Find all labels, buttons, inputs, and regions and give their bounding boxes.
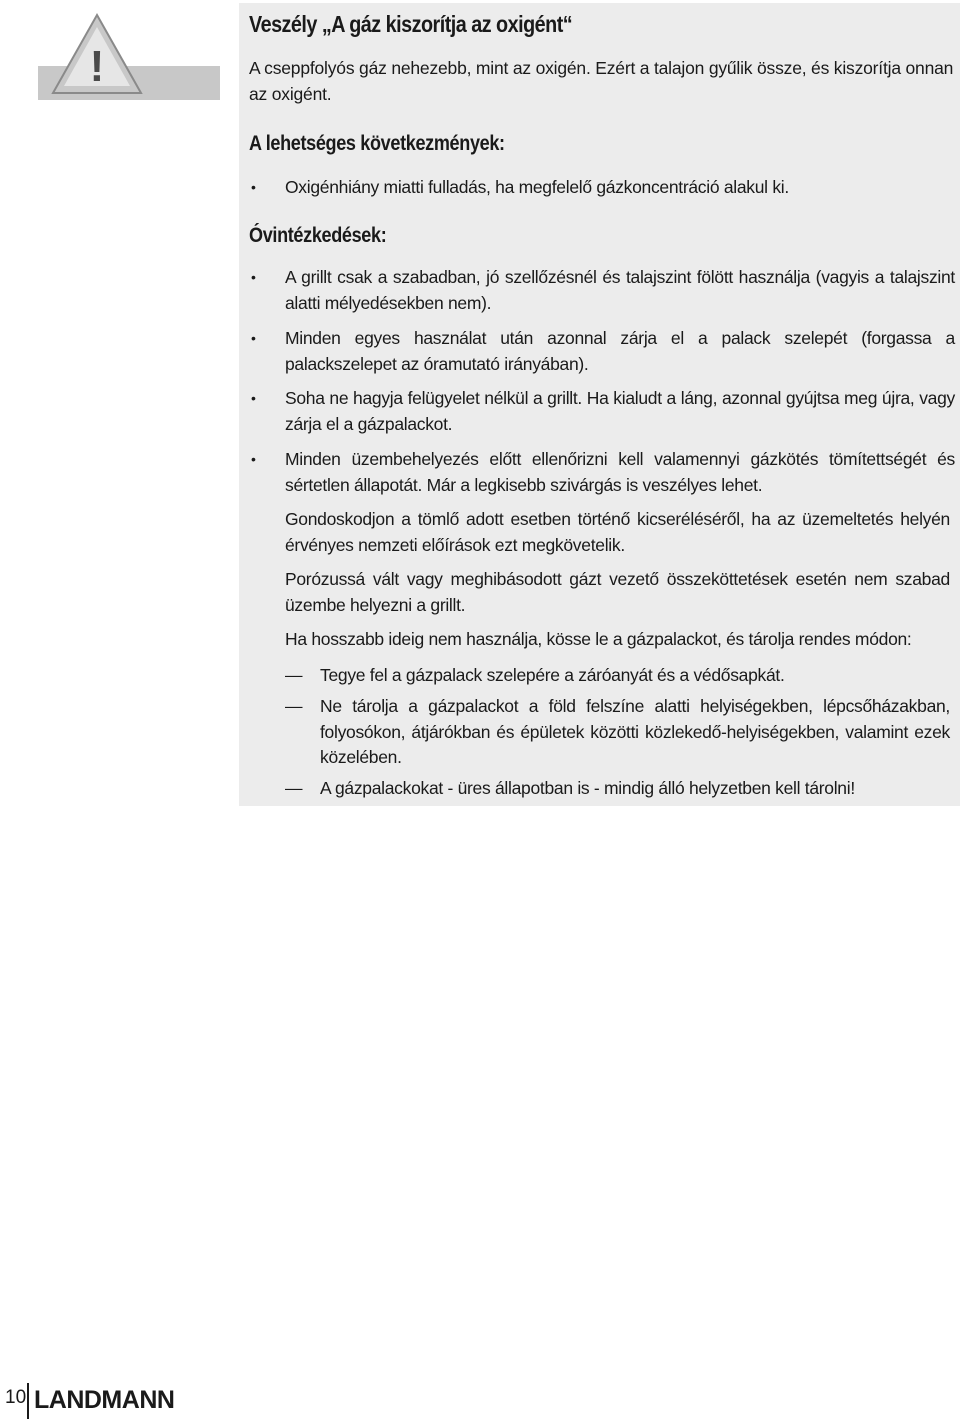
- storage-intro-paragraph: Ha hosszabb ideig nem használja, kösse le a gázpalackot, és tárolja rendes módon:: [285, 629, 912, 649]
- storage-item-text: Ne tárolja a gázpalackot a föld felszíne alatti helyiségekben, lépcsőházakban, folyosókon, átjárókban és épületek közötti közlekedő-helyiségekben, valamint ezek közelében.: [320, 696, 950, 767]
- storage-item-text: A gázpalackokat - üres állapotban is - mindig álló helyzetben kell tárolni!: [320, 778, 855, 798]
- bullet-marker: •: [251, 179, 256, 195]
- precaution-item: [249, 326, 955, 377]
- bullet-marker: •: [251, 269, 256, 285]
- dash-marker: —: [285, 696, 303, 716]
- warning-title: Veszély „A gáz kiszorítja az oxigént“: [249, 11, 573, 37]
- consequence-item: [249, 175, 955, 201]
- dash-marker: —: [285, 665, 303, 685]
- bullet-marker: •: [251, 390, 256, 406]
- warning-triangle-icon: [50, 12, 144, 96]
- consequences-heading: A lehetséges következmények:: [249, 132, 505, 155]
- precaution-item: [249, 265, 955, 316]
- precaution-item-text: Soha ne hagyja felügyelet nélkül a grillt. Ha kialudt a láng, azonnal gyújtsa meg újra, vagy zárja el a gázpalackot.: [285, 388, 955, 434]
- storage-item: [285, 694, 950, 771]
- page-number: 10: [5, 1387, 27, 1408]
- brand-logo: LANDMANN: [34, 1386, 175, 1414]
- bullet-marker: •: [251, 451, 256, 467]
- footer-divider: [27, 1383, 29, 1419]
- storage-item-text: Tegye fel a gázpalack szelepére a záróanyát és a védősapkát.: [320, 665, 785, 685]
- storage-item: [285, 776, 950, 802]
- precaution-item: [249, 386, 955, 437]
- precaution-item-text: Minden egyes használat után azonnal zárja el a palack szelepét (forgassa a palackszelepet az óramutató irányában).: [285, 328, 955, 374]
- precaution-item-text: Minden üzembehelyezés előtt ellenőrizni kell valamennyi gázkötés tömítettségét és sértetlen állapotát. Már a legkisebb szivárgás is veszélyes lehet.: [285, 449, 955, 495]
- storage-item: [285, 663, 950, 689]
- precaution-item: [249, 447, 955, 498]
- bullet-marker: •: [251, 330, 256, 346]
- warning-intro-text: A cseppfolyós gáz nehezebb, mint az oxigén. Ezért a talajon gyűlik össze, és kiszorítja onnan az oxigént.: [249, 58, 954, 104]
- dash-marker: —: [285, 778, 303, 798]
- porous-connections-paragraph: Porózussá vált vagy meghibásodott gázt vezető összeköttetések esetén nem szabad üzembe helyezni a grillt.: [285, 569, 950, 615]
- precautions-heading: Óvintézkedések:: [249, 224, 387, 247]
- warning-exclamation-symbol: !: [89, 42, 105, 91]
- hose-replacement-paragraph: Gondoskodjon a tömlő adott esetben történő kicseréléséről, ha az üzemeltetés helyén érvényes nemzeti előírások ezt megkövetelik.: [285, 509, 950, 555]
- consequence-item-text: Oxigénhiány miatti fulladás, ha megfelelő gázkoncentráció alakul ki.: [285, 177, 789, 197]
- precaution-item-text: A grillt csak a szabadban, jó szellőzésnél és talajszint fölött használja (vagyis a talajszint alatti mélyedésekben nem).: [285, 267, 955, 313]
